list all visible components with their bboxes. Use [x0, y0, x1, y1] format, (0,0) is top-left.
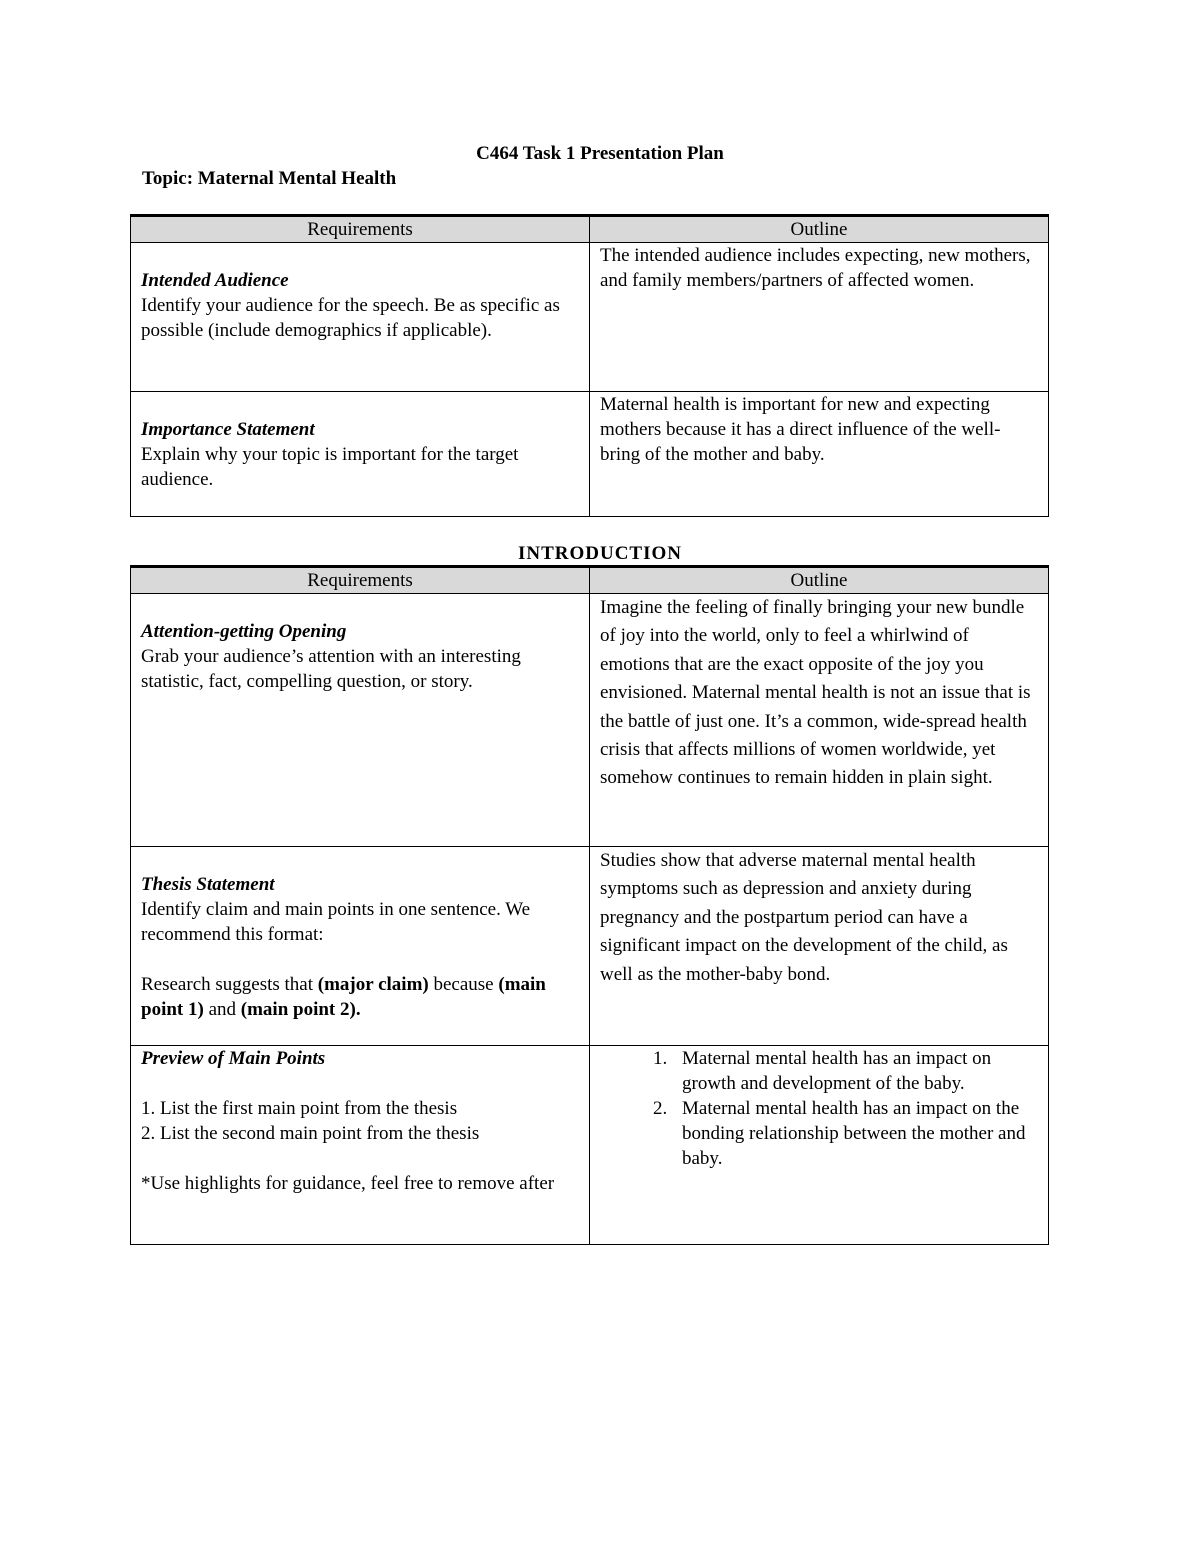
main-points-list — [600, 1046, 1038, 1171]
thesis-format — [141, 972, 579, 1022]
requirement-title: Attention-getting Opening — [141, 621, 347, 642]
outline-header: Outline — [590, 567, 1049, 594]
requirement-cell — [131, 847, 590, 1046]
format-because: because — [428, 974, 499, 995]
requirements-header: Requirements — [131, 567, 590, 594]
introduction-table — [130, 565, 1049, 1245]
table-row — [131, 392, 1049, 517]
requirement-cell — [131, 1046, 590, 1245]
outline-text: Maternal health is important for new and expecting mothers because it has a direct influence of the well-bring of the mother and baby. — [600, 394, 1001, 465]
table-row — [131, 243, 1049, 392]
format-and: and — [203, 999, 241, 1020]
document-title: C464 Task 1 Presentation Plan — [476, 143, 724, 164]
outline-cell — [590, 1046, 1049, 1245]
preview-step-1: 1. List the first main point from the thesis — [141, 1098, 458, 1119]
outline-text: Studies show that adverse maternal mental health symptoms such as depression and anxiety during pregnancy and the postpartum period can have a significant impact on the development of the child, as well as the mother-baby bond. — [600, 850, 1008, 985]
table-row — [131, 847, 1049, 1046]
table-row — [131, 594, 1049, 847]
requirement-description: Identify claim and main points in one sentence. We recommend this format: — [141, 899, 531, 945]
list-item: 2. Maternal mental health has an impact on the bonding relationship between the mother and baby. — [672, 1096, 1038, 1171]
table-header-row — [131, 216, 1049, 243]
outline-text: Imagine the feeling of finally bringing your new bundle of joy into the world, only to feel a whirlwind of emotions that are the exact opposite of the joy you envisioned. Maternal mental health is not an issue that is the battle of just one. It’s a common, wide-spread health crisis that affects millions of women worldwide, yet somehow continues to remain hidden in plain sight. — [600, 597, 1031, 789]
list-item: 1. Maternal mental health has an impact on growth and development of the baby. — [672, 1046, 1038, 1096]
document-topic: Topic: Maternal Mental Health — [142, 168, 397, 189]
introduction-heading: INTRODUCTION — [517, 543, 683, 564]
outline-cell — [590, 243, 1049, 392]
requirement-title: Intended Audience — [141, 270, 289, 291]
requirement-cell — [131, 594, 590, 847]
requirement-title: Thesis Statement — [141, 874, 275, 895]
preview-note: *Use highlights for guidance, feel free to remove after — [141, 1173, 555, 1194]
format-prefix: Research suggests that — [141, 974, 318, 995]
requirement-description: Identify your audience for the speech. Be as specific as possible (include demographics if applicable). — [141, 295, 560, 341]
requirement-title: Preview of Main Points — [141, 1048, 326, 1069]
requirement-description: Explain why your topic is important for the target audience. — [141, 444, 519, 490]
outline-cell — [590, 847, 1049, 1046]
requirement-cell — [131, 243, 590, 392]
table-header-row — [131, 567, 1049, 594]
requirement-description: Grab your audience’s attention with an interesting statistic, fact, compelling question, or story. — [141, 646, 521, 692]
format-point-2: (main point 2). — [240, 999, 361, 1020]
table-row — [131, 1046, 1049, 1245]
preview-step-2: 2. List the second main point from the thesis — [141, 1123, 480, 1144]
format-point-1: (main point 1) — [141, 974, 546, 1020]
audience-table — [130, 214, 1049, 517]
outline-cell — [590, 594, 1049, 847]
outline-header: Outline — [590, 216, 1049, 243]
outline-text: The intended audience includes expecting, new mothers, and family members/partners of affected women. — [600, 245, 1031, 291]
requirement-title: Importance Statement — [141, 419, 315, 440]
format-claim: (major claim) — [317, 974, 429, 995]
requirement-cell — [131, 392, 590, 517]
outline-cell — [590, 392, 1049, 517]
requirements-header: Requirements — [131, 216, 590, 243]
